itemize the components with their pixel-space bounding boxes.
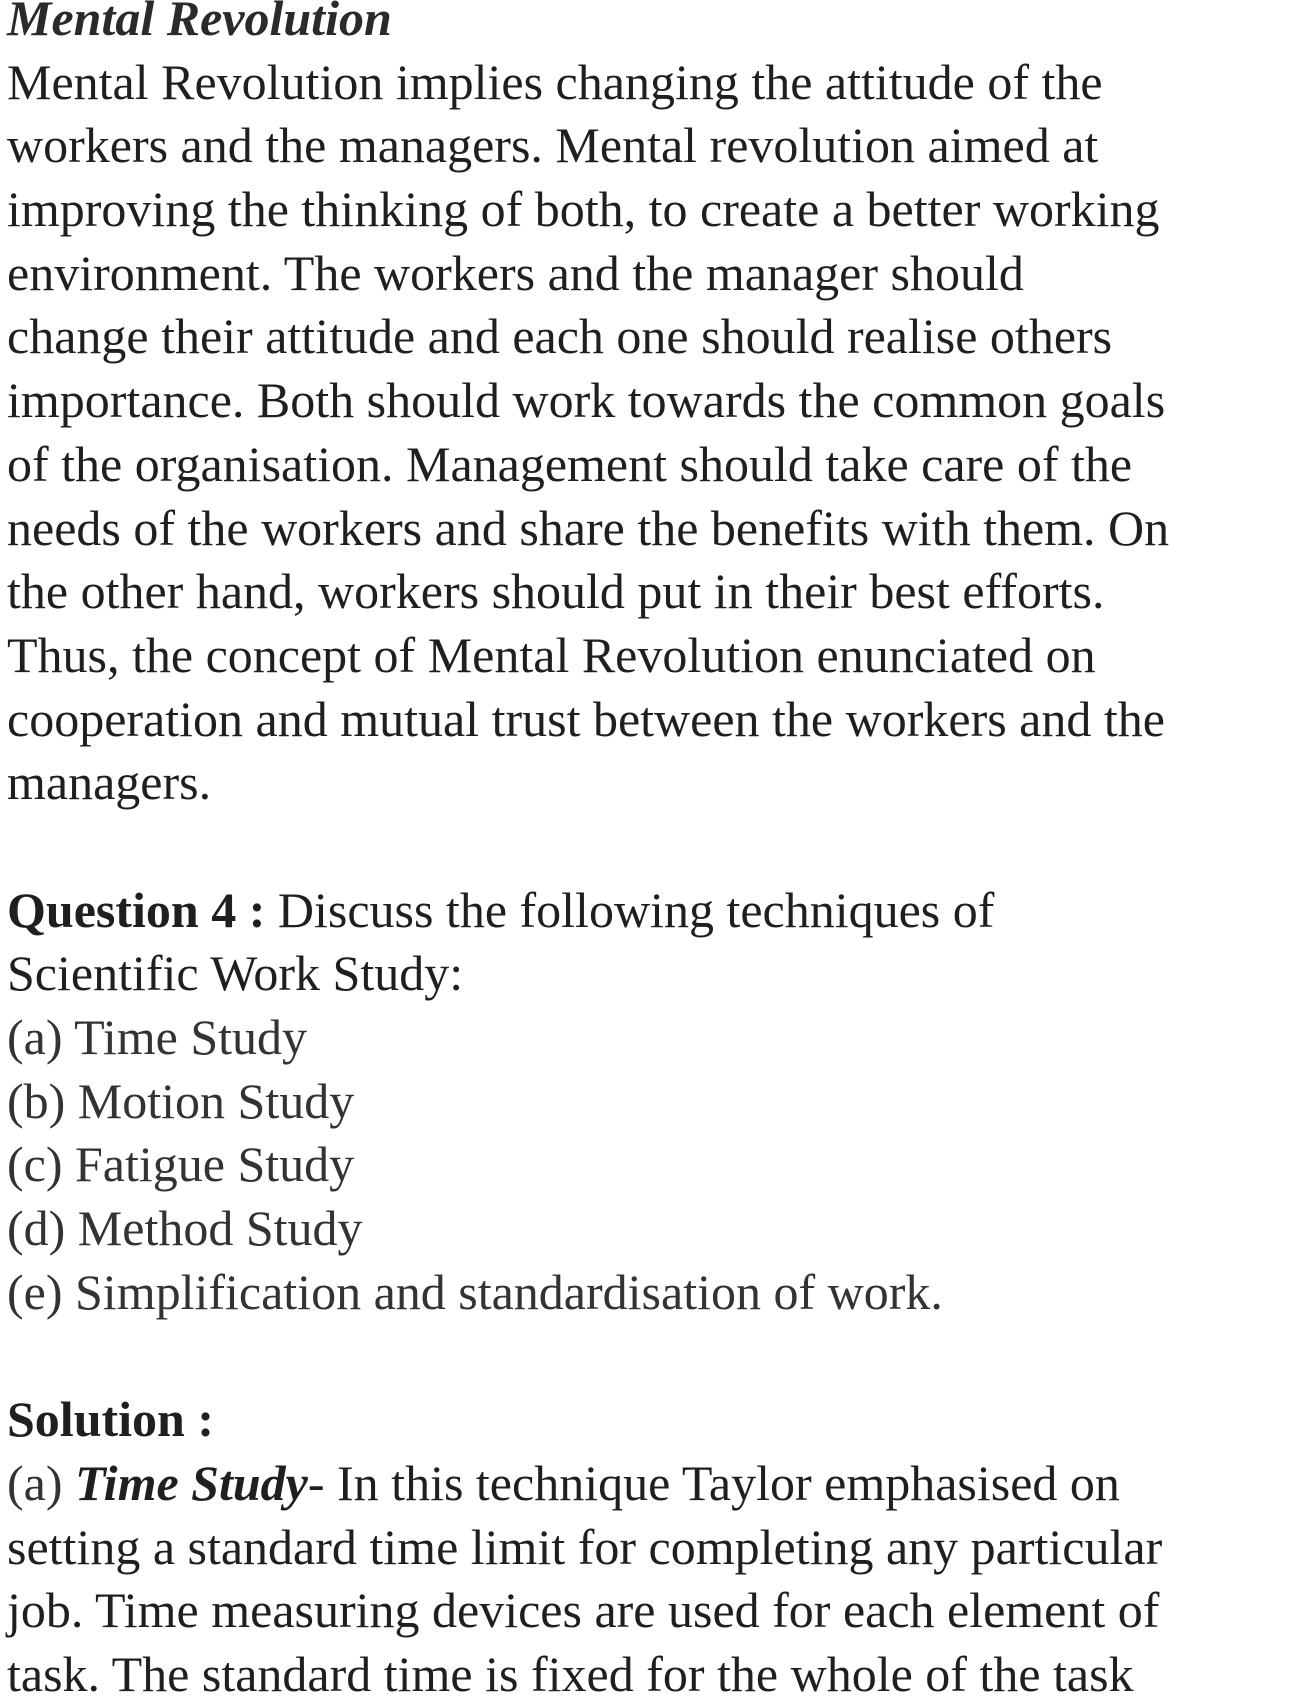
solution-label: Solution : bbox=[7, 1391, 215, 1448]
section-title: Mental Revolution bbox=[7, 0, 392, 46]
paragraph-line: cooperation and mutual trust between the workers and the bbox=[7, 690, 1165, 747]
solution-term: Time Study bbox=[75, 1454, 308, 1511]
solution-block bbox=[7, 1388, 1169, 1706]
question-line bbox=[7, 879, 1169, 943]
question-option: (e) Simplification and standardisation of work. bbox=[7, 1263, 943, 1320]
solution-line bbox=[7, 1452, 1169, 1516]
paragraph-line: the other hand, workers should put in their best efforts. bbox=[7, 563, 1105, 620]
question-option: (c) Fatigue Study bbox=[7, 1136, 355, 1193]
solution-line: setting a standard time limit for completing any particular bbox=[7, 1518, 1163, 1575]
question-option: (d) Method Study bbox=[7, 1200, 363, 1257]
paragraph-line: environment. The workers and the manager should bbox=[7, 244, 1024, 301]
question-block bbox=[7, 879, 1169, 1325]
paragraph-line: workers and the managers. Mental revolution aimed at bbox=[7, 117, 1099, 174]
paragraph-line: Mental Revolution implies changing the attitude of the bbox=[7, 53, 1103, 110]
paragraph-line: importance. Both should work towards the common goals bbox=[7, 372, 1166, 429]
paragraph-line: Thus, the concept of Mental Revolution enunciated on bbox=[7, 626, 1096, 683]
question-option: (a) Time Study bbox=[7, 1009, 308, 1065]
solution-line: job. Time measuring devices are used for each element of bbox=[7, 1582, 1160, 1639]
paragraph-line: managers. bbox=[7, 754, 212, 811]
paragraph-line: change their attitude and each one should realise others bbox=[7, 308, 1113, 365]
document-page bbox=[7, 0, 1169, 1707]
question-text-line2: Scientific Work Study: bbox=[7, 945, 464, 1002]
paragraph-line: improving the thinking of both, to create a better working bbox=[7, 181, 1160, 238]
solution-line: task. The standard time is fixed for the whole of the task bbox=[7, 1645, 1134, 1702]
question-label: Question 4 : bbox=[7, 881, 266, 938]
paragraph-line: needs of the workers and share the benefits with them. On bbox=[7, 499, 1170, 556]
mental-revolution-paragraph bbox=[7, 51, 1169, 815]
solution-text: - In this technique Taylor emphasised on bbox=[307, 1454, 1120, 1511]
question-option: (b) Motion Study bbox=[7, 1072, 355, 1129]
paragraph-line: of the organisation. Management should take care of the bbox=[7, 435, 1133, 492]
question-text: Discuss the following techniques of bbox=[265, 881, 995, 938]
solution-prefix: (a) bbox=[7, 1454, 75, 1511]
